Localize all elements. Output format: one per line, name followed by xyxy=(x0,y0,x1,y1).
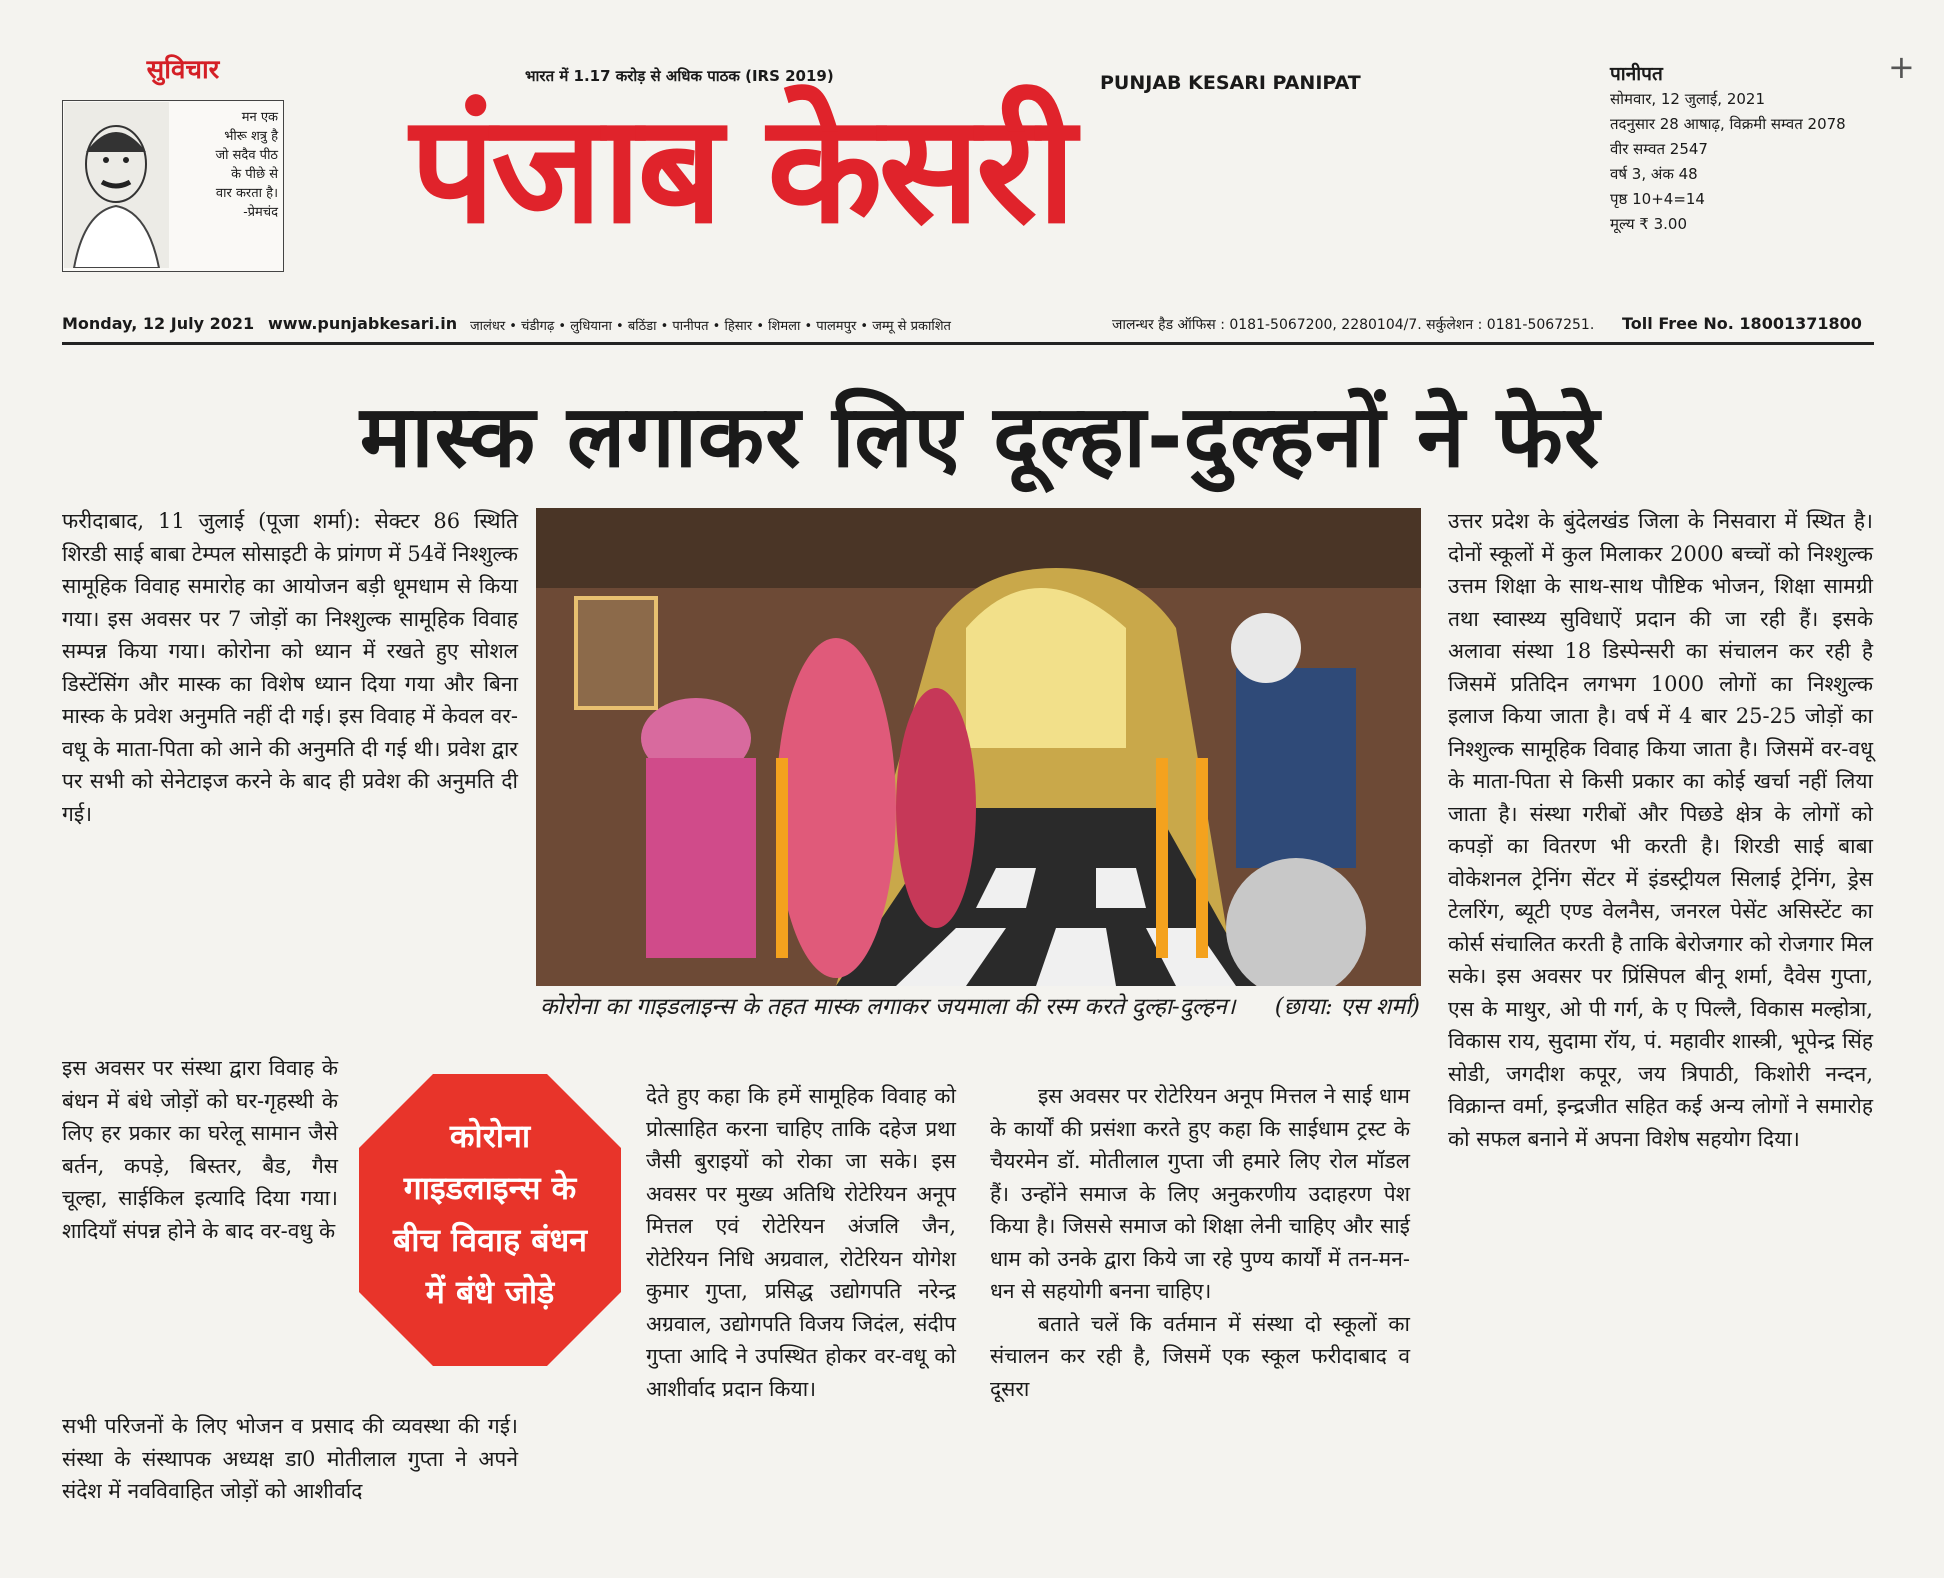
plus-icon: + xyxy=(1888,48,1915,86)
head-office-phones: जालन्धर हैड ऑफिस : 0181-5067200, 2280104/7. सर्कुलेशन : 0181-5067251. xyxy=(1112,317,1595,333)
badge-line: कोरोना xyxy=(449,1117,531,1155)
article-paragraph: देते हुए कहा कि हमें सामूहिक विवाह को प्रोत्साहित करना चाहिए ताकि दहेज प्रथा जैसी बुराइयों को रोका जा सके। इस अवसर पर मुख्य अतिथि रोटेरियन अनूप मित्तल एवं रोटेरियन अंजलि जैन, रोटेरियन निधि अग्रवाल, रोटेरियन योगेश कुमार गुप्ता, प्रसिद्ध उद्योगपति नरेन्द्र अग्रवाल, उद्योगपति विजय जिदंल, संदीप गुप्ता आदि ने उपस्थित होकर वर-वधू को आशीर्वाद प्रदान किया। xyxy=(646,1084,956,1401)
veer-samvat: वीर सम्वत 2547 xyxy=(1610,140,1708,158)
article-column-2 xyxy=(646,1080,956,1405)
suvichar-quote xyxy=(178,108,278,222)
wedding-photo xyxy=(536,508,1421,986)
suvichar-heading: सुविचार xyxy=(146,55,220,85)
article-paragraph: बताते चलें कि वर्तमान में संस्था दो स्कूलों का संचालन कर रही है, जिसमें एक स्कूल फरीदाबाद व दूसरा xyxy=(990,1311,1410,1401)
quote-line: वार करता है। xyxy=(215,186,278,201)
caption-text: कोरोना का गाइडलाइन्स के तहत मास्क लगाकर जयमाला की रस्म करते दुल्हा-दुल्हन। xyxy=(540,994,1236,1020)
date-panel xyxy=(1610,62,1860,237)
headline: मास्क लगाकर लिए दूल्हा-दुल्हनों ने फेरे xyxy=(359,387,1601,487)
quote-line: जो सदैव पीठ xyxy=(215,148,278,163)
newspaper-logo: पंजाब केसरी xyxy=(410,83,1073,257)
date-line: सोमवार, 12 जुलाई, 2021 xyxy=(1610,90,1766,108)
premchand-portrait xyxy=(64,102,169,268)
page-count: पृष्ठ 10+4=14 xyxy=(1610,190,1705,208)
photo-caption xyxy=(540,990,1420,1025)
badge-line: गाइडलाइन्स के xyxy=(403,1169,577,1207)
article-paragraph: इस अवसर पर रोटेरियन अनूप मित्तल ने साई धाम के कार्यों की प्रसंशा करते हुए कहा कि साईधाम ट्रस्ट के चैयरमेन डॉ. मोतीलाल गुप्ता जी हमारे लिए रोल मॉडल हैं। उन्होंने समाज के लिए अनुकरणीय उदाहरण पेश किया है। जिससे समाज को शिक्षा लेनी चाहिए और साई धाम को उनके द्वारा किये जा रहे पुण्य कार्यों में तन-मन-धन से सहयोगी बनना चाहिए। xyxy=(990,1084,1410,1303)
price: मूल्य ₹ 3.00 xyxy=(1610,215,1688,233)
article-paragraph: इस अवसर पर संस्था द्वारा विवाह के बंधन में बंधे जोड़ों को घर-गृहस्थी के लिए हर प्रकार का घरेलू सामान जैसे बर्तन, कपड़े, बिस्तर, बैड, गैस चूल्हा, साईकिल इत्यादि दिया गया। शादियाँ संपन्न होने के बाद वर-वधु के xyxy=(62,1056,338,1243)
badge-line: में बंधे जोड़े xyxy=(425,1273,555,1311)
city-name: पानीपत xyxy=(1610,63,1663,85)
article-column-1 xyxy=(62,505,518,830)
article-paragraph: उत्तर प्रदेश के बुंदेलखंड जिला के निसवारा में स्थित है। दोनों स्कूलों में कुल मिलाकर 2000 बच्चों को निश्शुल्क उत्तम शिक्षा के साथ-साथ पौष्टिक भोजन, शिक्षा सामग्री तथा स्वास्थ्य सुविधाऐं प्रदान की जा रही हैं। इसके अलावा संस्था 18 डिस्पेन्सरी का संचालन कर रही है जिसमें प्रतिदिन लगभग 1000 लोगों का निश्शुल्क इलाज किया जाता है। वर्ष में 4 बार 25-25 जोड़ों का निश्शुल्क सामूहिक विवाह किया जाता है। जिसमें वर-वधू के माता-पिता से किसी प्रकार का कोई खर्चा नहीं लिया जाता है। संस्था गरीबों और पिछडे क्षेत्र के लोगों को कपड़ों का वितरण भी करती है। शिरडी साई बाबा वोकेशनल ट्रेनिंग सेंटर में इंडस्ट्रीयल सिलाई ट्रेनिंग, ड्रेस टेलरिंग, ब्यूटी एण्ड वेलनैस, जनरल पेसेंट असिस्टेंट का कोर्स संचालित करती है ताकि बेरोजगार को रोजगार मिल सके। इस अवसर पर प्रिंसिपल बीनू शर्मा, दैवेस गुप्ता, एस के माथुर, ओ पी गर्ग, के ए पिल्लै, विकास मल्होत्रा, विकास राय, सुदामा रॉय, पं. महावीर शास्त्री, भूपेन्द्र सिंह सोडी, जगदीश कपूर, जय त्रिपाठी, किशोरी नन्दन, विक्रान्त वर्मा, इन्द्रजीत सहित कई अन्य लोगों ने समारोह को सफल बनाने में अपना विशेष सहयोग दिया। xyxy=(1448,509,1873,1151)
calendar-line: तदनुसार 28 आषाढ़, विक्रमी सम्वत 2078 xyxy=(1610,115,1846,133)
website: www.punjabkesari.in xyxy=(268,314,458,333)
photo-credit: (छाया: एस शर्मा) xyxy=(1274,994,1420,1020)
issue-date: Monday, 12 July 2021 xyxy=(62,314,255,333)
published-cities: जालंधर • चंडीगढ़ • लुधियाना • बठिंडा • पानीपत • हिसार • शिमला • पालमपुर • जम्मू से प्रकाशित xyxy=(470,319,951,334)
article-column-1-wrap xyxy=(62,1052,338,1247)
article-column-1-bottom xyxy=(62,1410,518,1508)
quote-line: के पीछे से xyxy=(231,167,278,182)
edition-name: PUNJAB KESARI PANIPAT xyxy=(1100,72,1361,94)
article-column-4 xyxy=(1448,505,1873,1155)
toll-free: Toll Free No. 18001371800 xyxy=(1622,314,1862,333)
article-column-3 xyxy=(990,1080,1410,1405)
article-paragraph: सभी परिजनों के लिए भोजन व प्रसाद की व्यवस्था की गई। संस्था के संस्थापक अध्यक्ष डा0 मोतीलाल गुप्ता ने अपने संदेश में नवविवाहित जोड़ों को आशीर्वाद xyxy=(62,1414,518,1503)
readership-claim: भारत में 1.17 करोड़ से अधिक पाठक (IRS 2019) xyxy=(525,67,834,85)
quote-author: -प्रेमचंद xyxy=(243,205,278,220)
info-bar xyxy=(62,306,1874,345)
volume-issue: वर्ष 3, अंक 48 xyxy=(1610,165,1698,183)
badge-line: बीच विवाह बंधन xyxy=(392,1221,588,1259)
article-paragraph: फरीदाबाद, 11 जुलाई (पूजा शर्मा): सेक्टर 86 स्थिति शिरडी साई बाबा टेम्पल सोसाइटी के प्रांगण में 54वें निश्शुल्क सामूहिक विवाह समारोह का आयोजन बड़ी धूमधाम से किया गया। इस अवसर पर 7 जोड़ों का निश्शुल्क सामूहिक विवाह सम्पन्न किया गया। कोरोना को ध्यान में रखते हुए सोशल डिस्टेंसिंग और मास्क का विशेष ध्यान दिया गया और बिना मास्क के प्रवेश अनुमति नहीं दी गई। इस विवाह में केवल वर-वधू के माता-पिता को आने की अनुमति दी गई थी। प्रवेश द्वार पर सभी को सेनेटाइज करने के बाद ही प्रवेश की अनुमति दी गई। xyxy=(62,509,518,826)
quote-line: मन एक xyxy=(241,110,278,125)
quote-line: भीरू शत्रु है xyxy=(224,129,278,144)
badge-text xyxy=(355,1110,625,1318)
